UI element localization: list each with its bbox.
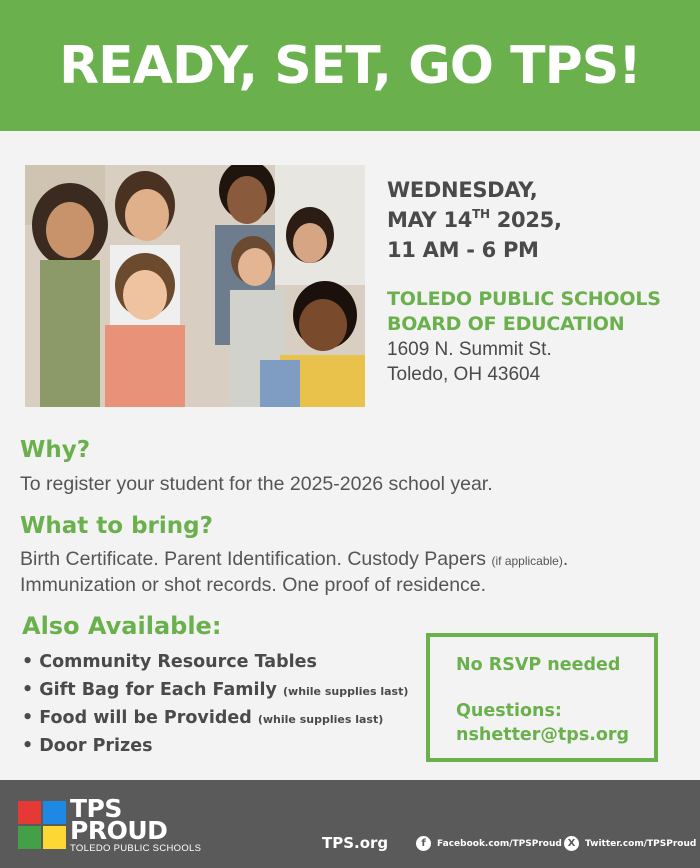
- header-banner: [0, 0, 700, 131]
- rsvp-note: No RSVP needed: [456, 655, 621, 675]
- footer: [0, 780, 700, 868]
- why-heading: Why?: [20, 437, 91, 463]
- page-title: READY, SET, GO TPS!: [59, 35, 641, 96]
- tps-logo-subtitle: TOLEDO PUBLIC SCHOOLS: [70, 843, 202, 854]
- event-details: [387, 175, 697, 387]
- event-venue: TOLEDO PUBLIC SCHOOLS BOARD OF EDUCATION: [387, 288, 661, 335]
- list-item: • Gift Bag for Each Family (while supplies last): [22, 680, 409, 700]
- children-photo: [25, 165, 365, 407]
- event-date: [387, 175, 697, 265]
- twitter-link[interactable]: X Twitter.com/TPSProud: [564, 836, 696, 851]
- also-heading: Also Available:: [22, 612, 222, 640]
- facebook-link[interactable]: f Facebook.com/TPSProud: [416, 836, 562, 851]
- tps-logo-icon: [18, 801, 66, 849]
- bring-heading: What to bring?: [20, 513, 213, 539]
- contact-email[interactable]: nshetter@tps.org: [456, 725, 630, 745]
- facebook-icon: f: [416, 836, 431, 851]
- questions-label: Questions:: [456, 701, 562, 721]
- rsvp-box: [426, 633, 658, 762]
- bring-text: Birth Certificate. Parent Identification. Custody Papers (if applicable). Immunization or shot records. One proof of residence.: [20, 548, 569, 596]
- list-item: • Door Prizes: [22, 736, 153, 756]
- also-available-list: [22, 649, 408, 761]
- x-icon: X: [564, 836, 579, 851]
- list-item: • Community Resource Tables: [22, 652, 317, 672]
- tps-logo-text: TPS PROUD: [70, 794, 168, 845]
- event-address: 1609 N. Summit St. Toledo, OH 43604: [387, 339, 552, 385]
- event-date-line: MAY 14TH 2025,: [387, 207, 562, 232]
- website-link[interactable]: TPS.org: [322, 834, 389, 852]
- list-item: • Food will be Provided (while supplies last): [22, 708, 384, 728]
- event-day: WEDNESDAY,: [387, 178, 538, 202]
- why-text: To register your student for the 2025-2026 school year.: [20, 473, 493, 495]
- event-time: 11 AM - 6 PM: [387, 238, 539, 262]
